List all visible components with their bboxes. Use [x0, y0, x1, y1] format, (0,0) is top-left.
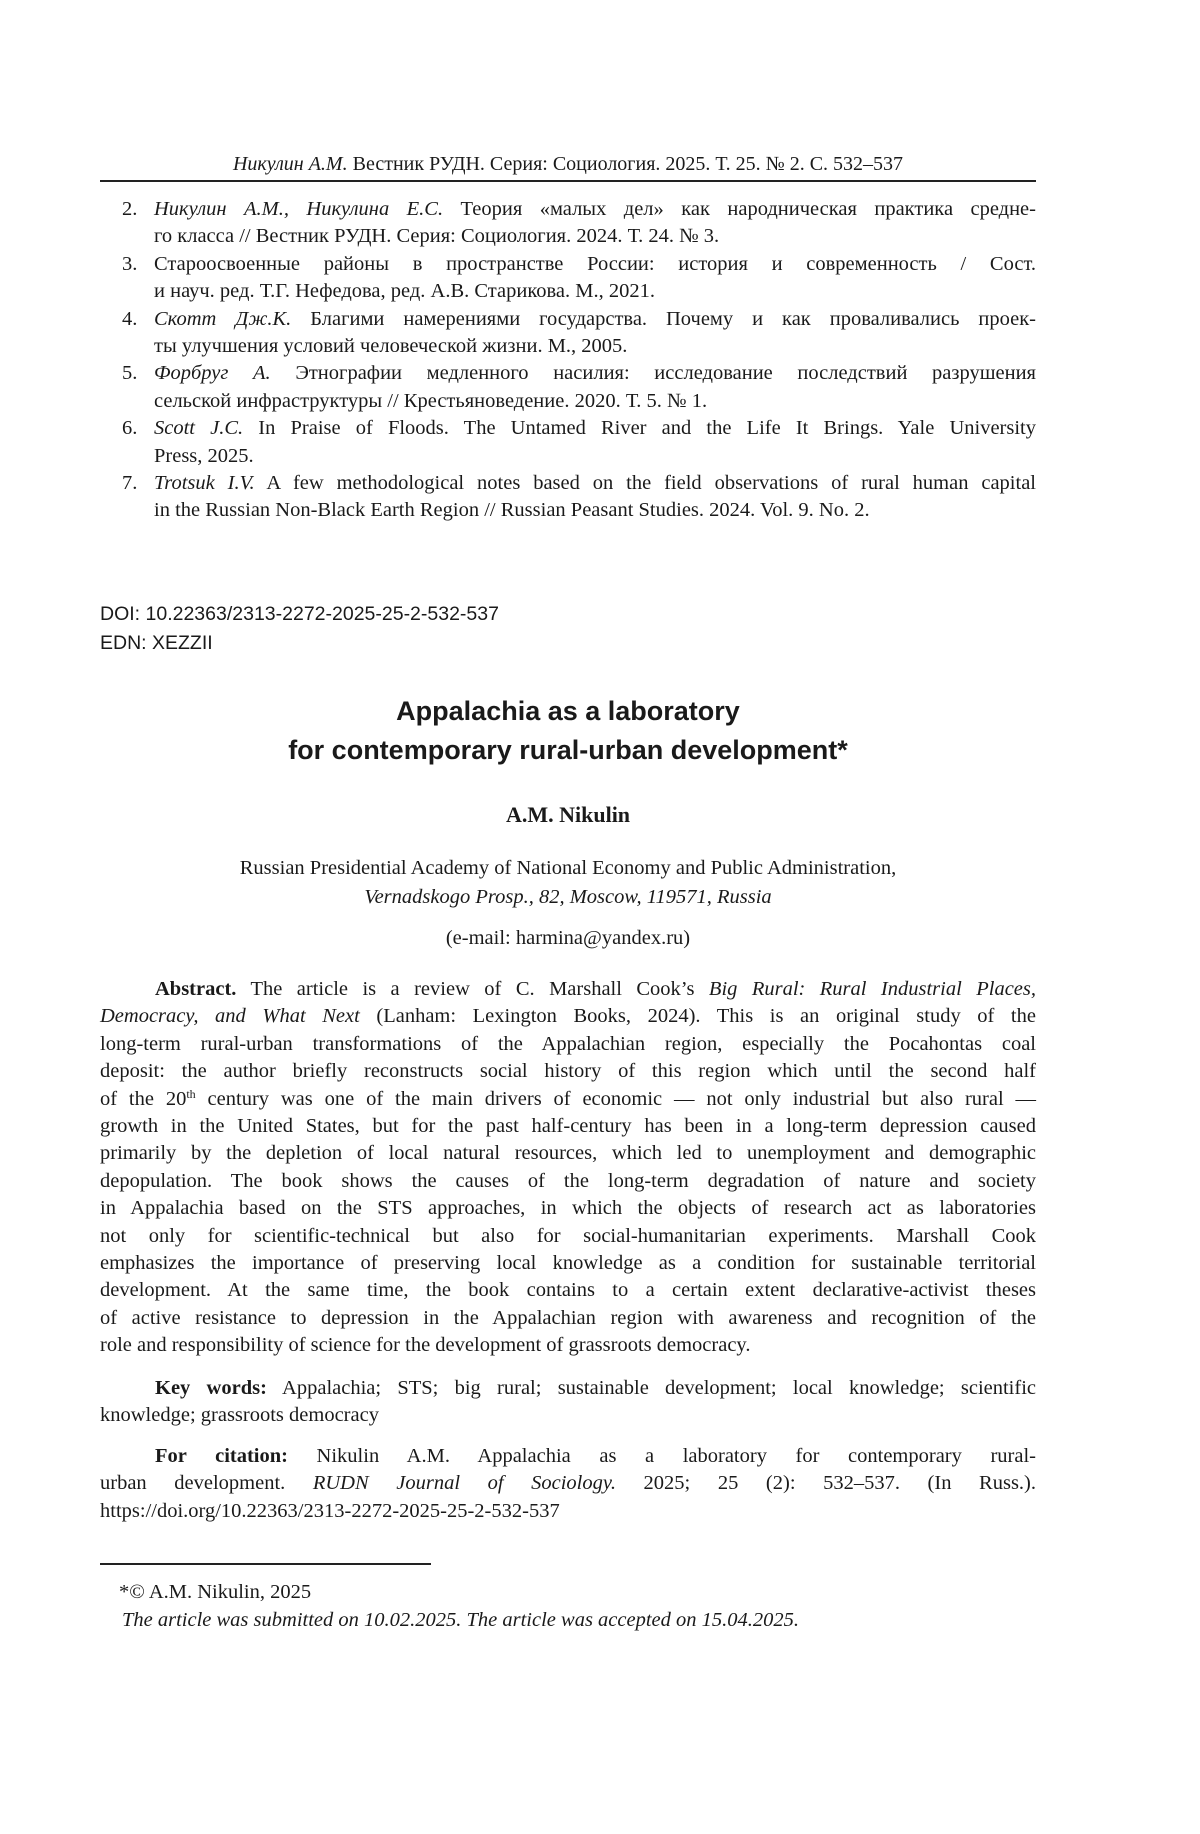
affiliation-institution: Russian Presidential Academy of National Economy and Public Administration,: [100, 854, 1036, 883]
text-segment: Nikulin A.M. Appalachia as a laboratory for contemporary rural-: [288, 1445, 1036, 1467]
text-line: [100, 1375, 1036, 1402]
text-line: [100, 1031, 1036, 1058]
text-segment: Скотт Дж.К.: [154, 308, 291, 330]
citation: [100, 1443, 1036, 1525]
text-line: [154, 415, 1036, 442]
text-segment: и науч. ред. Т.Г. Нефедова, ред. А.В. Старикова. М., 2021.: [154, 280, 655, 302]
text-segment: Appalachia; STS; big rural; sustainable development; local knowledge; scientific: [267, 1377, 1036, 1399]
reference-number: 5.: [122, 360, 137, 387]
reference-number: 6.: [122, 415, 137, 442]
text-segment: Key words:: [155, 1377, 267, 1399]
text-segment: Форбруг А.: [154, 362, 271, 384]
text-line: [154, 388, 1036, 415]
text-line: [154, 443, 1036, 470]
reference-item: [100, 196, 1036, 251]
text-segment: emphasizes the importance of preserving local knowledge as a condition for sustainable territorial: [100, 1252, 1036, 1274]
text-segment: (Lanham: Lexington Books, 2024). This is an original study of the: [360, 1005, 1036, 1027]
text-line: [100, 1086, 1036, 1113]
text-segment: growth in the United States, but for the past half-century has been in a long-term depression caused: [100, 1115, 1036, 1137]
text-segment: The article is a review of C. Marshall Cook’s: [236, 978, 709, 1000]
text-segment: Press, 2025.: [154, 445, 254, 467]
text-line: [154, 360, 1036, 387]
reference-item: [100, 306, 1036, 361]
text-segment: сельской инфраструктуры // Крестьяноведение. 2020. Т. 5. № 1.: [154, 390, 707, 412]
affiliation-address: Vernadskogo Prosp., 82, Moscow, 119571, Russia: [100, 883, 1036, 912]
text-segment: knowledge; grassroots democracy: [100, 1404, 379, 1426]
affiliation: [100, 854, 1036, 911]
text-line: [100, 1470, 1036, 1497]
text-segment: Теория «малых дел» как народническая практика средне-: [443, 198, 1036, 220]
text-segment: development. At the same time, the book contains to a certain extent declarative-activist theses: [100, 1279, 1036, 1301]
text-line: [100, 1332, 1036, 1359]
text-segment: century was one of the main drivers of economic — not only industrial but also rural —: [196, 1088, 1036, 1110]
text-line: [100, 976, 1036, 1003]
text-segment: 2025; 25 (2): 532–537. (In Russ.).: [616, 1472, 1036, 1494]
text-line: [100, 1223, 1036, 1250]
reference-item: [100, 415, 1036, 470]
text-segment: long-term rural-urban transformations of the Appalachian region, especially the Pocahontas coal: [100, 1033, 1036, 1055]
text-line: [154, 470, 1036, 497]
reference-item: [100, 360, 1036, 415]
footnote-dates: The article was submitted on 10.02.2025. The article was accepted on 15.04.2025.: [100, 1606, 799, 1634]
text-segment: not only for scientific-technical but also for social-humanitarian experiments. Marshall Cook: [100, 1225, 1036, 1247]
article-title: [100, 692, 1036, 770]
doi-block: [100, 600, 499, 658]
footnote-rule: [100, 1563, 431, 1565]
title-line: for contemporary rural-urban development*: [100, 731, 1036, 770]
text-segment: ты улучшения условий человеческой жизни. М., 2005.: [154, 335, 627, 357]
edn: EDN: XEZZII: [100, 629, 499, 658]
title-line: Appalachia as a laboratory: [100, 692, 1036, 731]
text-segment: urban development.: [100, 1472, 313, 1494]
text-segment: A few methodological notes based on the field observations of rural human capital: [255, 472, 1036, 494]
doi: DOI: 10.22363/2313-2272-2025-25-2-532-537: [100, 600, 499, 629]
running-header: [100, 150, 1036, 178]
reference-item: [100, 470, 1036, 525]
text-line: [100, 1003, 1036, 1030]
text-line: [100, 1058, 1036, 1085]
reference-number: 2.: [122, 196, 137, 223]
abstract: [100, 976, 1036, 1359]
reference-number: 7.: [122, 470, 137, 497]
keywords: [100, 1375, 1036, 1430]
text-segment: Abstract.: [155, 978, 236, 1000]
text-line: [154, 278, 1036, 305]
text-segment: RUDN Journal of Sociology.: [313, 1472, 616, 1494]
text-line: [100, 1402, 1036, 1429]
text-line: [154, 306, 1036, 333]
reference-number: 3.: [122, 251, 137, 278]
text-line: [100, 1140, 1036, 1167]
reference-list: [100, 196, 1036, 525]
text-segment: Scott J.C.: [154, 417, 243, 439]
text-segment: Никулин А.М., Никулина Е.С.: [154, 198, 443, 220]
reference-number: 4.: [122, 306, 137, 333]
author-name: A.M. Nikulin: [100, 801, 1036, 829]
text-segment: Благими намерениями государства. Почему и как проваливались проек-: [291, 308, 1036, 330]
footnote-copyright: *© A.M. Nikulin, 2025: [100, 1578, 799, 1606]
text-segment: https://doi.org/10.22363/2313-2272-2025-25-2-532-537: [100, 1500, 560, 1522]
text-segment: Big Rural: Rural Industrial Places,: [709, 978, 1036, 1000]
text-line: [100, 1195, 1036, 1222]
text-line: [154, 251, 1036, 278]
text-line: [100, 1305, 1036, 1332]
footnote: [100, 1578, 799, 1634]
text-line: [100, 1168, 1036, 1195]
text-line: [100, 1498, 1036, 1525]
text-segment: For citation:: [155, 1445, 288, 1467]
text-segment: deposit: the author briefly reconstructs social history of this region which until the second half: [100, 1060, 1036, 1082]
text-segment: role and responsibility of science for the development of grassroots democracy.: [100, 1334, 750, 1356]
text-segment: primarily by the depletion of local natural resources, which led to unemployment and demographic: [100, 1142, 1036, 1164]
text-line: [154, 196, 1036, 223]
text-segment: Староосвоенные районы в пространстве России: история и современность / Сост.: [154, 253, 1036, 275]
text-segment: Democracy, and What Next: [100, 1005, 360, 1027]
text-segment: In Praise of Floods. The Untamed River and the Life It Brings. Yale University: [243, 417, 1036, 439]
text-segment: of active resistance to depression in the Appalachian region with awareness and recognition of the: [100, 1307, 1036, 1329]
header-journal: Вестник РУДН. Серия: Социология. 2025. Т. 25. № 2. С. 532–537: [348, 153, 903, 175]
text-segment: of the 20: [100, 1088, 186, 1110]
reference-item: [100, 251, 1036, 306]
text-segment: in Appalachia based on the STS approaches, in which the objects of research act as laboratories: [100, 1197, 1036, 1219]
text-segment: th: [186, 1087, 195, 1101]
text-segment: in the Russian Non-Black Earth Region // Russian Peasant Studies. 2024. Vol. 9. No. 2.: [154, 499, 870, 521]
header-rule: [100, 180, 1036, 182]
text-line: [100, 1443, 1036, 1470]
text-line: [100, 1250, 1036, 1277]
text-segment: го класса // Вестник РУДН. Серия: Социология. 2024. Т. 24. № 3.: [154, 225, 719, 247]
author-email[interactable]: (e-mail: harmina@yandex.ru): [100, 924, 1036, 952]
text-line: [154, 223, 1036, 250]
text-segment: depopulation. The book shows the causes of the long-term degradation of nature and society: [100, 1170, 1036, 1192]
text-line: [100, 1277, 1036, 1304]
text-segment: Этнографии медленного насилия: исследование последствий разрушения: [271, 362, 1036, 384]
header-author: Никулин А.М.: [233, 153, 348, 175]
text-segment: Trotsuk I.V.: [154, 472, 255, 494]
text-line: [154, 333, 1036, 360]
text-line: [100, 1113, 1036, 1140]
text-line: [154, 497, 1036, 524]
